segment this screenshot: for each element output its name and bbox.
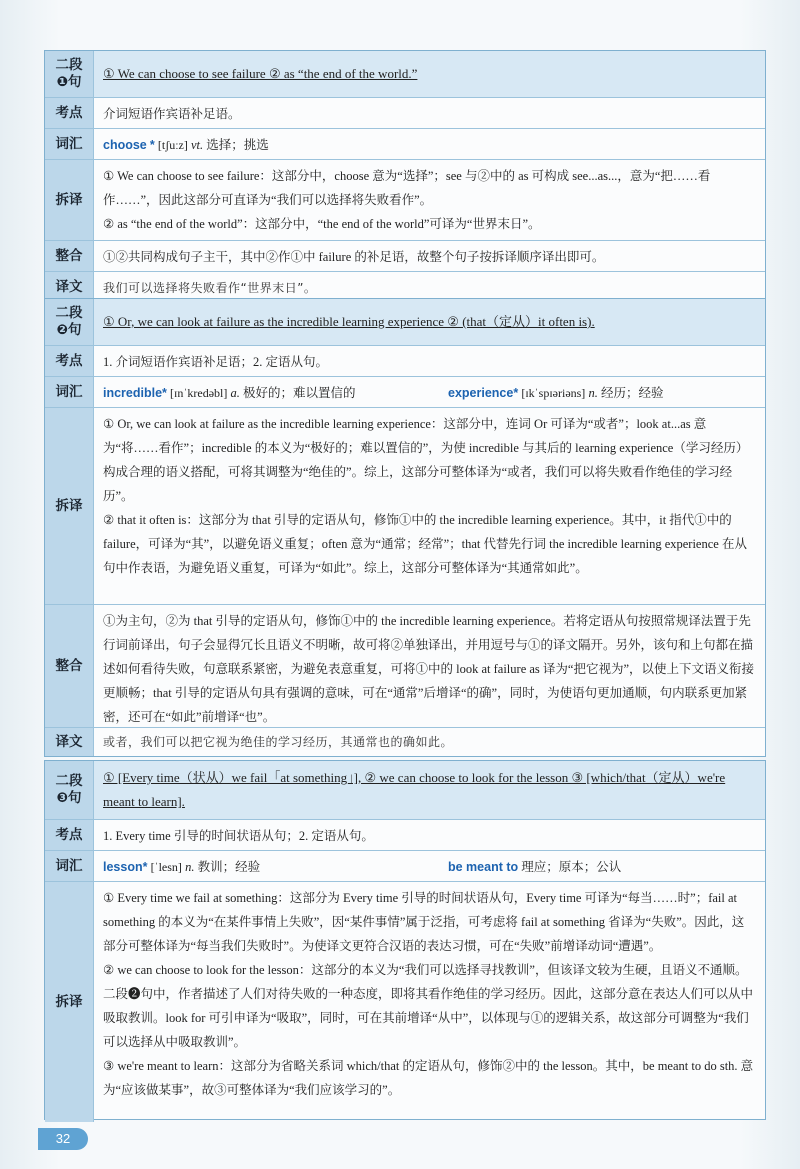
vocab-star: * [142, 860, 148, 874]
vocab-meaning: 理应；原本；公认 [521, 860, 622, 874]
vocab-pos: a. [230, 386, 240, 400]
block-2-zhenghe: ①为主句，②为 that 引导的定语从句，修饰①中的 the incredible learning experience。若将定语从句按照常规译法置于先行词前译出，句子会显得冗长且语义不明晰，故可将②单独译出，并用逗号与①的译文隔开。另外，该句和上句都在描述如何看待失败，句意联系紧密，为避免表意重复，可将①中的 look at failure as 译为“把它视为”，以使上下文语义衔接更顺畅；that 引导的定语从句具有强调的意味，可在“通常”后增译“的确”，同时，为使语句更加通顺，句内联系更加紧密，还可在“如此”前增译“也”。 [103, 614, 754, 724]
zhenghe-label: 整合 [55, 657, 83, 674]
vocab-pos: n. [185, 860, 195, 874]
kaodian-label: 考点 [55, 352, 83, 369]
vocab-star: * [149, 138, 155, 152]
vocab-star: * [513, 386, 519, 400]
vocab-word: incredible [103, 386, 163, 400]
vocab-phrase: be meant to [448, 860, 519, 874]
block-2-chaiyi-1: ① Or, we can look at failure as the incredible learning experience：这部分中，连词 Or 可译为“或者”；look at...as 意为“将……看作”；incredible 的本义为“极好的；难以置信的”，为使 incredible 与其后的 learning experience（学习经历）构成合理的语义搭配，可将其调整为“绝佳的”。综上，这部分可整体译为“或者，我们可以将失败看作绝佳的学习经历”。 [103, 417, 749, 503]
vocab-word: lesson [103, 860, 143, 874]
block-1-chaiyi-1: ① We can choose to see failure：这部分中，choose 意为“选择”；see 与②中的 as 可构成 see...as...，意为“把……看作……”，因此这部分可直译为“我们可以选择将失败看作”。 [103, 169, 711, 207]
block-2-yiwen: 或者，我们可以把它视为绝佳的学习经历，其通常也的确如此。 [103, 735, 454, 749]
block-3-sentence: ① [Every time（状从）we fail「at something」], ② we can choose to look for the lesson ③ [which/that（定从）we're meant to learn]. [103, 770, 726, 809]
block-3-label-text: 二段 ❸句 [55, 773, 83, 806]
zhenghe-label: 整合 [55, 247, 83, 264]
vocab-word: choose [103, 138, 147, 152]
block-3-chaiyi-1: ① Every time we fail at something：这部分为 Every time 引导的时间状语从句，Every time 可译为“每当……时”；fail at something 的本义为“在某件事情上失败”，因“某件事情”属于泛指，可考虑将 fail at something 省译为“失败”。因此，这部分可整体译为“每当我们失败时”。为使译文更符合汉语的表达习惯，可在“失败”前增译动词“遭遇”。 [103, 891, 745, 953]
block-1-label [45, 51, 94, 97]
sentence-block-3 [44, 760, 766, 1120]
page-number: 32 [38, 1128, 88, 1150]
cihui-label: 词汇 [55, 135, 83, 152]
block-3-chaiyi-2: ② we can choose to look for the lesson：这部分的本义为“我们可以选择寻找教训”，但该译文较为生硬，且语义不通顺。二段❷句中，作者描述了人们对待失败的一种态度，即将其看作绝佳的学习经历。因此，这部分意在表达人们可以从中吸取教训。look for 可引申译为“吸取”，同时，可在其前增译“从中”，以体现与①的逻辑关系，故这部分可调整为“我们可以选择从中吸取教训”。 [103, 963, 754, 1049]
block-3-chaiyi-3: ③ we're meant to learn：这部分为省略关系词 which/that 的定语从句，修饰②中的 the lesson。其中，be meant to do sth. 意为“应该做某事”，故③可整体译为“我们应该学习的”。 [103, 1059, 754, 1097]
block-1-sentence: ① We can choose to see failure ② as “the end of the world.” [103, 66, 418, 81]
block-2-chaiyi-2: ② that it often is：这部分为 that 引导的定语从句，修饰①中的 the incredible learning experience。其中，it 指代①中的 failure，可译为“其”，以避免语义重复；often 意为“通常；经常”；that 代替先行词 the incredible learning experience 在从句中作表语，为避免语义重复，可译为“如此”。综上，这部分可整体译为“其通常如此”。 [103, 513, 747, 575]
yiwen-label: 译文 [55, 733, 83, 750]
vocab-meaning: 教训；经验 [197, 860, 261, 874]
block-1-zhenghe: ①②共同构成句子主干，其中②作①中 failure 的补足语，故整个句子按拆译顺序译出即可。 [103, 250, 605, 264]
block-1-yiwen: 我们可以选择将失败看作“世界末日”。 [103, 281, 317, 295]
cihui-label: 词汇 [55, 383, 83, 400]
vocab-pron: [ɪkˈspɪəriəns] [521, 386, 586, 400]
sentence-block-1 [44, 50, 766, 303]
cihui-label: 词汇 [55, 857, 83, 874]
kaodian-label: 考点 [55, 104, 83, 121]
kaodian-label: 考点 [55, 826, 83, 843]
block-2-sentence: ① Or, we can look at failure as the incredible learning experience ② (that（定从）it often is). [103, 314, 595, 329]
vocab-pos: vt. [191, 138, 204, 152]
vocab-meaning: 经历；经验 [600, 386, 664, 400]
vocab-pron: [ɪnˈkredəbl] [170, 386, 228, 400]
block-2-label-text: 二段 ❷句 [55, 305, 83, 338]
yiwen-label: 译文 [55, 278, 83, 295]
block-3-kaodian: 1. Every time 引导的时间状语从句；2. 定语从句。 [103, 829, 374, 843]
vocab-meaning: 极好的；难以置信的 [242, 386, 356, 400]
sentence-block-2 [44, 298, 766, 757]
block-1-kaodian: 介词短语作宾语补足语。 [103, 107, 241, 121]
vocab-star: * [162, 386, 167, 400]
vocab-word: experience [448, 386, 514, 400]
chaiyi-label: 拆译 [55, 497, 83, 514]
vocab-pos: n. [588, 386, 598, 400]
vocab-meaning: 选择；挑选 [206, 138, 269, 152]
chaiyi-label: 拆译 [55, 993, 83, 1010]
vocab-pron: [tʃuːz] [157, 138, 188, 152]
block-1-label-text: 二段 ❶句 [55, 57, 83, 90]
chaiyi-label: 拆译 [55, 191, 83, 208]
block-2-kaodian: 1. 介词短语作宾语补足语；2. 定语从句。 [103, 355, 329, 369]
block-1-chaiyi-2: ② as “the end of the world”：这部分中，“the end of the world”可译为“世界末日”。 [103, 217, 541, 231]
vocab-pron: [ˈlesn] [150, 860, 182, 874]
